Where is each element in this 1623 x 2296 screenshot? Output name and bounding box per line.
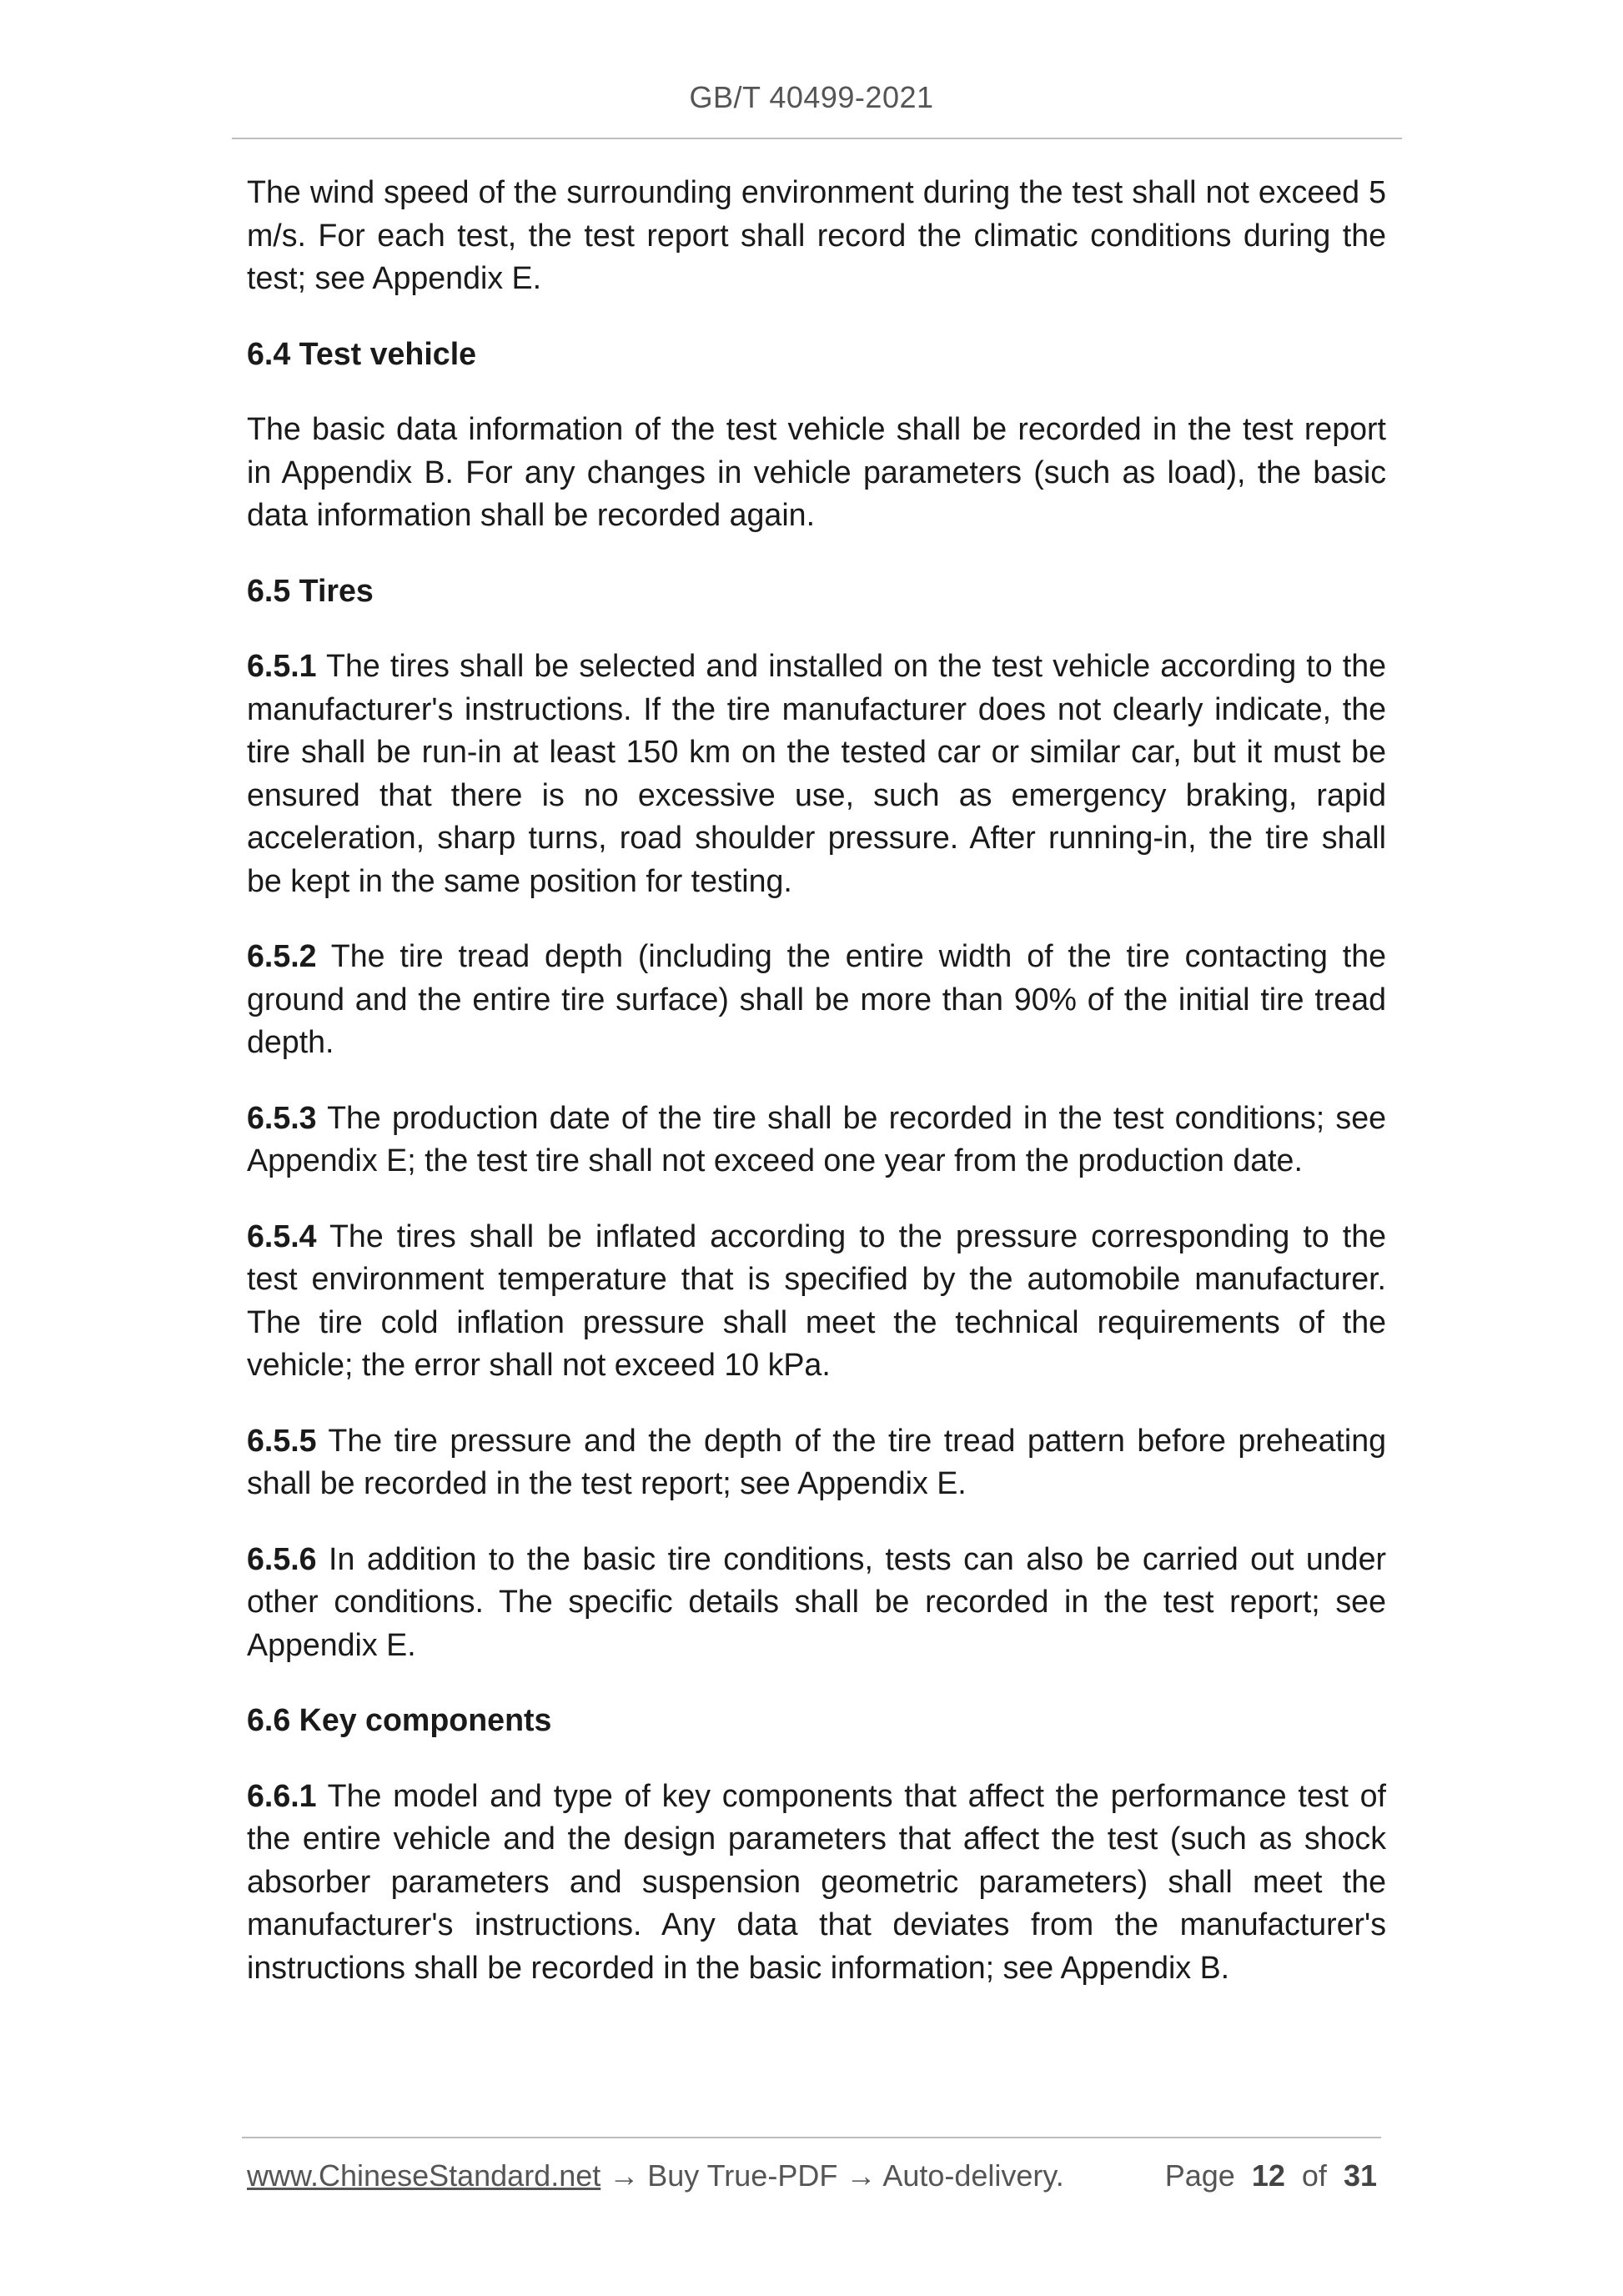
- page-number: 12: [1251, 2158, 1285, 2193]
- site-link[interactable]: www.ChineseStandard.net: [247, 2158, 601, 2193]
- clause-6-5-4: [247, 1215, 1386, 1387]
- clause-text: In addition to the basic tire conditions, tests can also be carried out under other conditions. The specific details shall be recorded in the test report; see Appendix E.: [247, 1540, 1386, 1662]
- page-total: 31: [1343, 2158, 1377, 2193]
- page-label: Page: [1164, 2158, 1235, 2193]
- page-indicator: [1165, 2158, 1377, 2193]
- clause-number: 6.5.1: [247, 648, 317, 683]
- clause-number: 6.5.4: [247, 1218, 317, 1254]
- footer-divider: [242, 2137, 1381, 2138]
- header-divider: [232, 138, 1402, 139]
- clause-6-5-3: [247, 1097, 1386, 1183]
- clause-number: 6.5.5: [247, 1422, 317, 1458]
- section-heading-6-4: 6.4 Test vehicle: [247, 335, 477, 371]
- clause-text: The model and type of key components that affect the performance test of the entire vehicle and the design parameters that affect the test (such as shock absorber parameters and suspension geometric parameters) shall meet the manufacturer's instructions. Any data that deviates from the manufacturer's instructions shall be recorded in the basic information; see Appendix B.: [247, 1777, 1386, 1985]
- section-heading-6-5: 6.5 Tires: [247, 572, 374, 608]
- clause-number: 6.5.3: [247, 1099, 317, 1135]
- clause-text: The tires shall be selected and installed on the test vehicle according to the manufacturer's instructions. If the tire manufacturer does not clearly indicate, the tire shall be run-in at least 150 km on the tested car or similar car, but it must be ensured that there is no excessive use, such as emergency braking, rapid acceleration, sharp turns, road shoulder pressure. After running-in, the tire shall be kept in the same position for testing.: [247, 648, 1386, 898]
- clause-6-5-2: [247, 935, 1386, 1064]
- clause-6-5-6: [247, 1538, 1386, 1667]
- clause-number: 6.6.1: [247, 1777, 317, 1813]
- page-footer: [247, 2158, 1377, 2193]
- clause-text: The tire pressure and the depth of the tire tread pattern before preheating shall be recorded in the test report; see Appendix E.: [247, 1422, 1386, 1500]
- clause-text: The tires shall be inflated according to the pressure corresponding to the test environment temperature that is specified by the automobile manufacturer. The tire cold inflation pressure shall meet the technical requirements of the vehicle; the error shall not exceed 10 kPa.: [247, 1218, 1386, 1382]
- document-body: [247, 171, 1386, 2022]
- clause-text: The tire tread depth (including the entire width of the tire contacting the ground and the entire tire surface) shall be more than 90% of the initial tire tread depth.: [247, 938, 1386, 1059]
- page-of-label: of: [1301, 2158, 1327, 2193]
- clause-number: 6.5.6: [247, 1540, 317, 1576]
- footer-tagline: → Buy True-PDF → Auto-delivery.: [600, 2158, 1064, 2193]
- clause-6-6-1: [247, 1775, 1386, 1990]
- clause-6-5-1: [247, 645, 1386, 902]
- clause-text: The production date of the tire shall be recorded in the test conditions; see Appendix E; the test tire shall not exceed one year from the production date.: [247, 1099, 1386, 1178]
- clause-number: 6.5.2: [247, 938, 317, 973]
- document-id-header: GB/T 40499-2021: [689, 80, 934, 114]
- clause-6-5-5: [247, 1419, 1386, 1505]
- intro-paragraph: The wind speed of the surrounding environment during the test shall not exceed 5 m/s. For each test, the test report shall record the climatic conditions during the test; see Appendix E.: [247, 174, 1386, 295]
- section-6-4-paragraph: The basic data information of the test vehicle shall be recorded in the test report in Appendix B. For any changes in vehicle parameters (such as load), the basic data information shall be recorded again.: [247, 411, 1386, 532]
- section-heading-6-6: 6.6 Key components: [247, 1702, 552, 1737]
